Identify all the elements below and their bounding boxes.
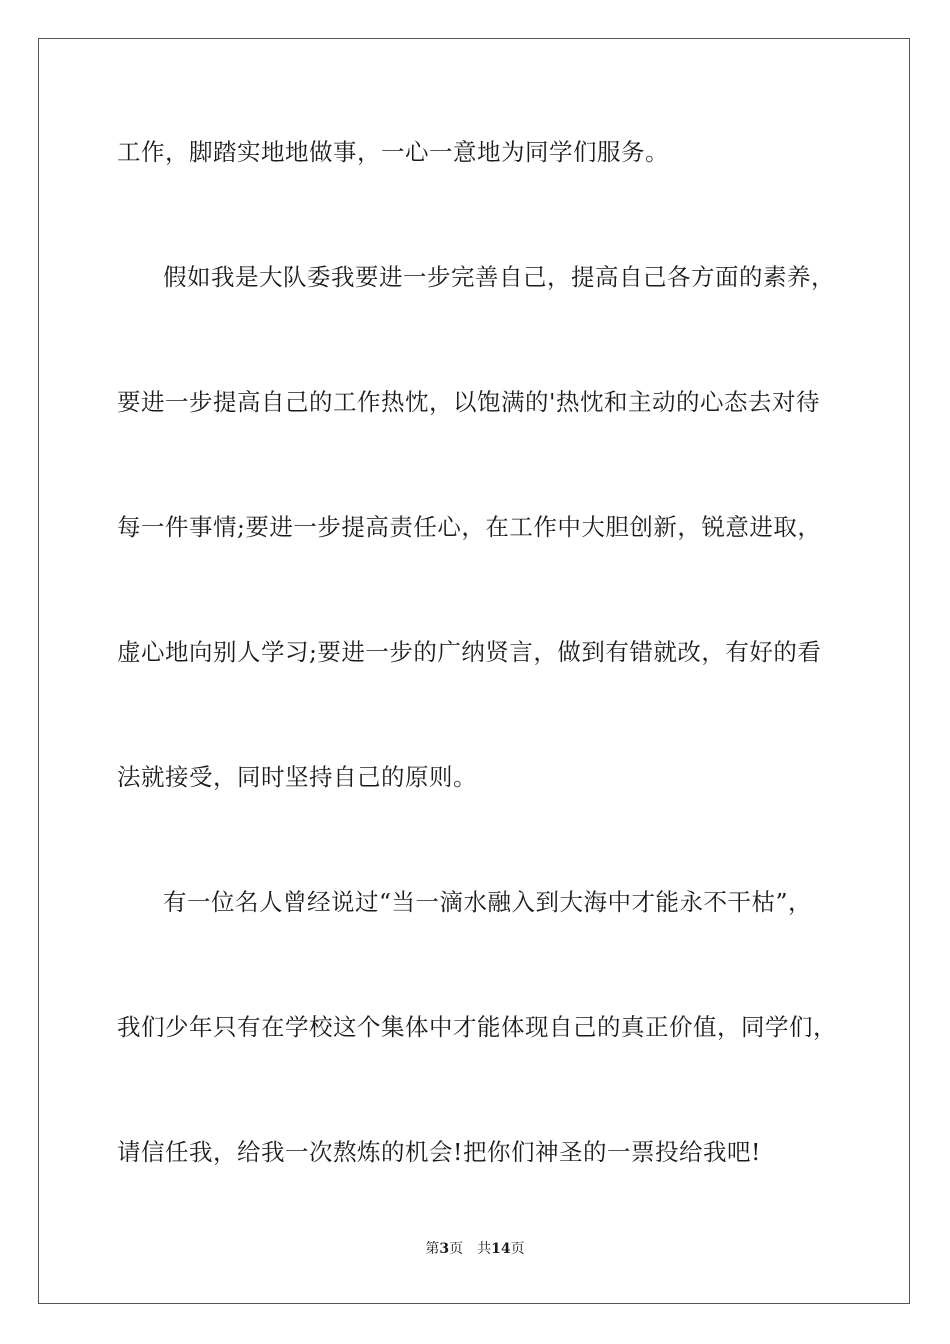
footer-total-pages: 14 [491,1241,511,1257]
footer-page-number: 3 [439,1241,450,1257]
paragraph-line-3: 要进一步提高自己的工作热忱，以饱满的'热忱和主动的心态去对待 [117,388,820,416]
footer-total-suffix: 页 [510,1241,525,1257]
page-footer [0,1240,950,1258]
footer-page-suffix: 页 [449,1241,464,1257]
paragraph-line-8: 我们少年只有在学校这个集体中才能体现自己的真正价值，同学们， [117,1013,837,1041]
paragraph-line-2: 假如我是大队委我要进一步完善自己，提高自己各方面的素养， [163,263,835,291]
paragraph-line-6: 法就接受，同时坚持自己的原则。 [117,763,477,791]
paragraph-line-7: 有一位名人曾经说过“当一滴水融入到大海中才能永不干枯”， [163,888,813,916]
paragraph-line-5: 虚心地向别人学习;要进一步的广纳贤言，做到有错就改，有好的看 [117,638,822,666]
footer-total-prefix: 共 [477,1241,492,1257]
page-border [38,38,910,1304]
footer-page-prefix: 第 [425,1241,440,1257]
paragraph-line-4: 每一件事情;要进一步提高责任心，在工作中大胆创新，锐意进取， [117,513,822,541]
paragraph-line-1: 工作，脚踏实地地做事，一心一意地为同学们服务。 [117,138,669,166]
paragraph-line-9: 请信任我，给我一次熬炼的机会!把你们神圣的一票投给我吧! [117,1138,761,1166]
